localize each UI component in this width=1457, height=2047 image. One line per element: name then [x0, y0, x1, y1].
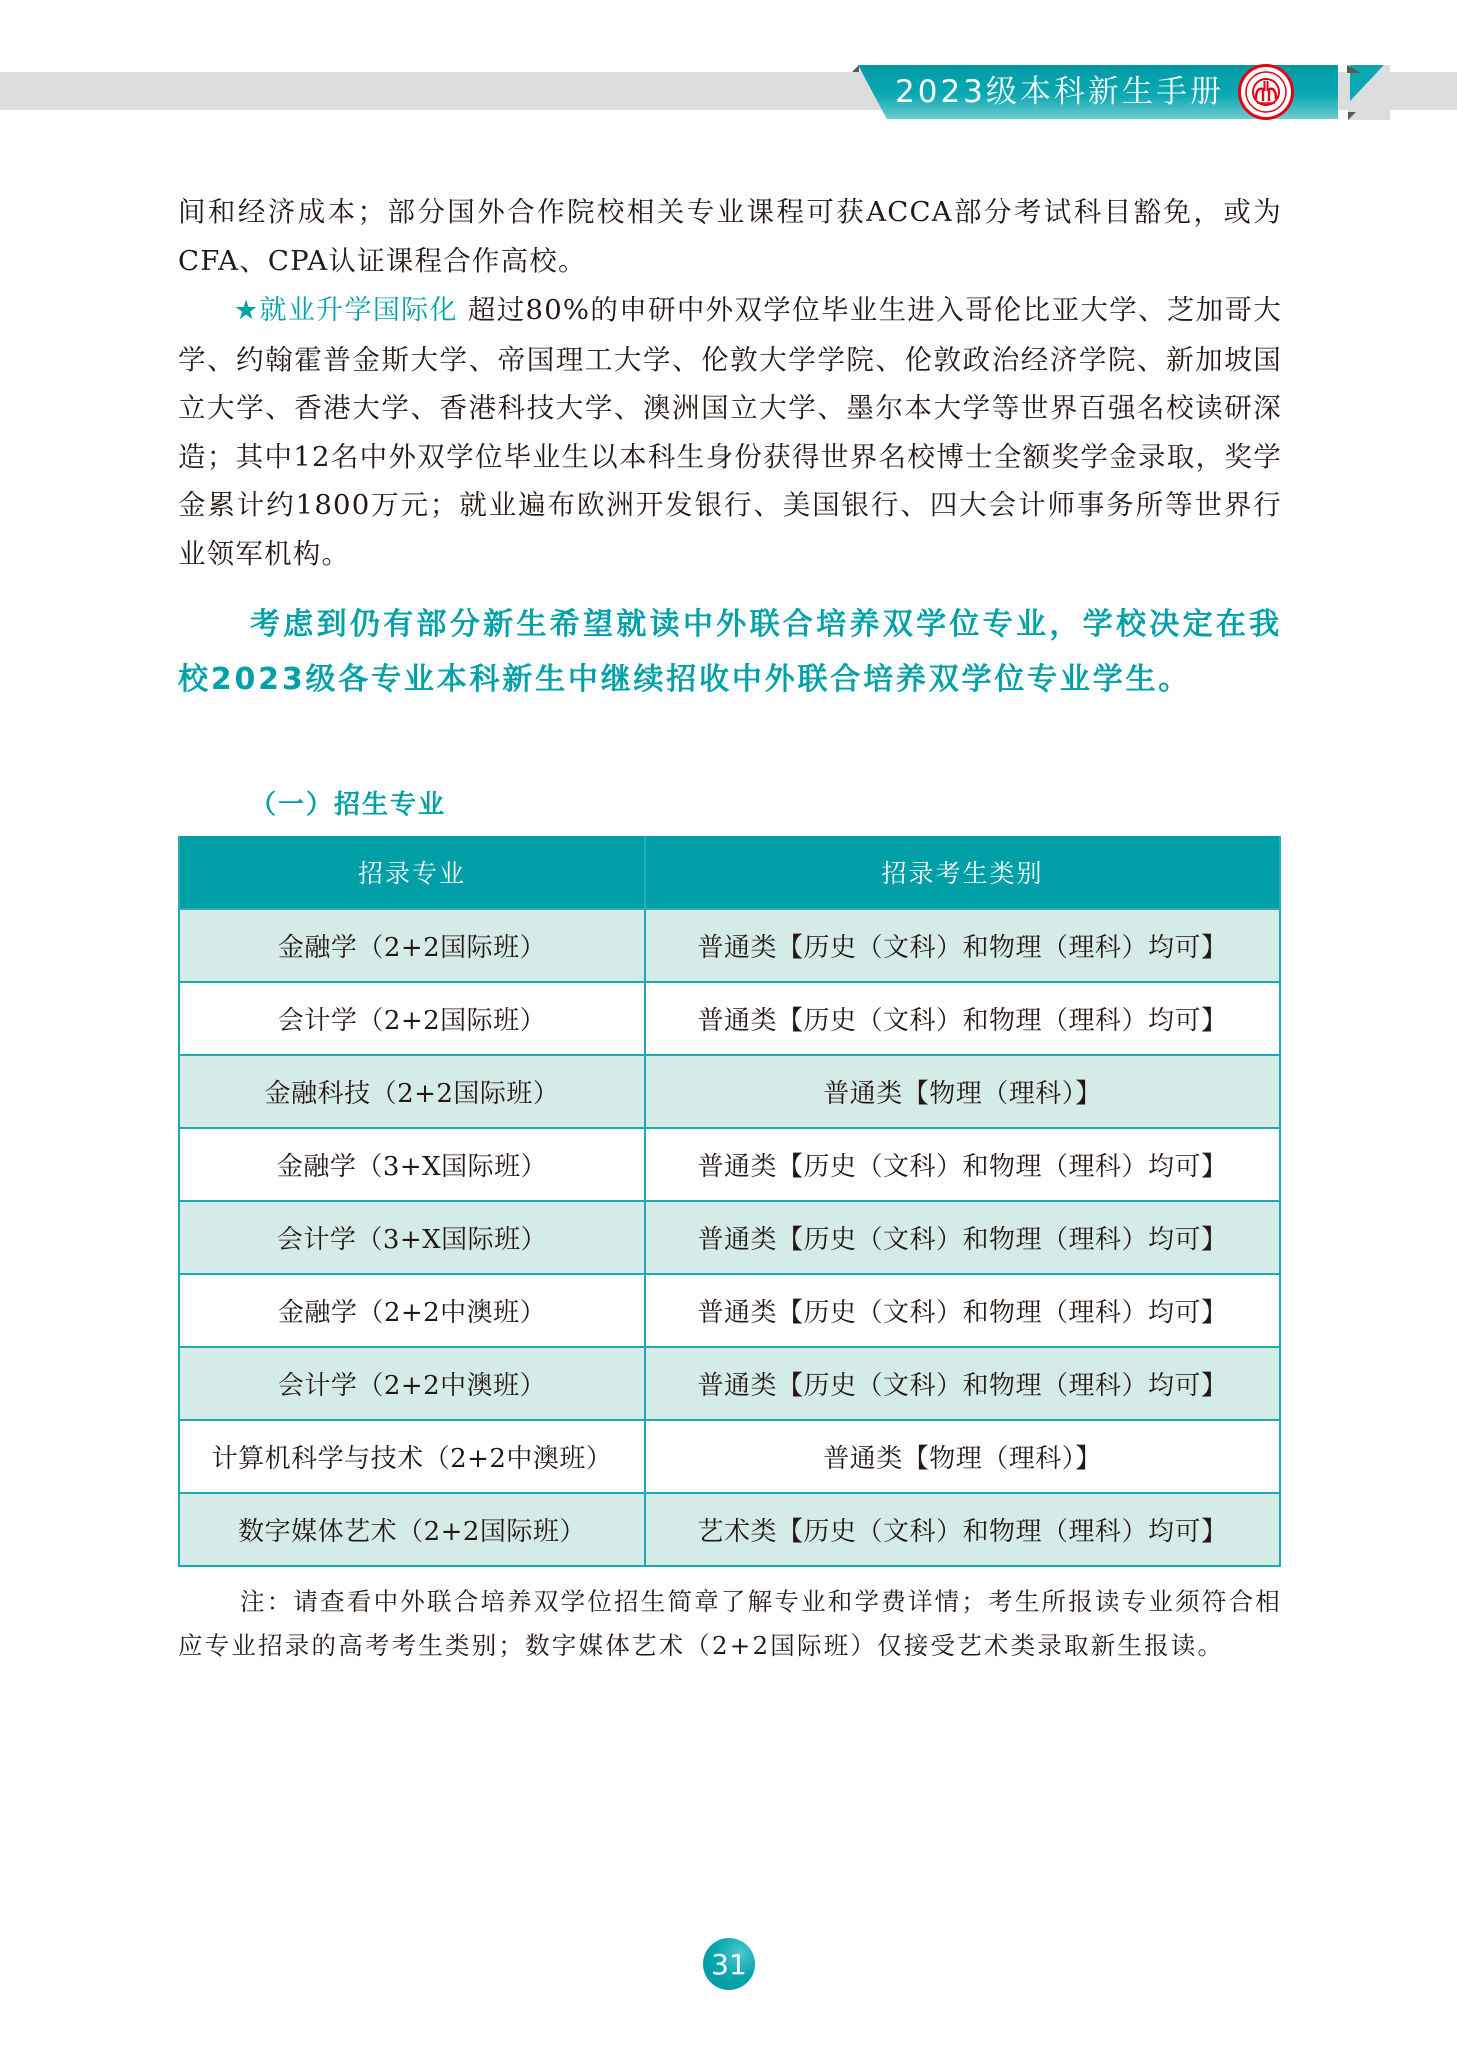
category-cell: 普通类【历史（文科）和物理（理科）均可】	[645, 1274, 1280, 1347]
major-cell: 会计学（2+2国际班）	[179, 982, 645, 1055]
table-row	[179, 1493, 1280, 1566]
table-row	[179, 1128, 1280, 1201]
table-note: 注：请查看中外联合培养双学位招生简章了解专业和学费详情；考生所报读专业须符合相应专业招录的高考考生类别；数字媒体艺术（2+2国际班）仅接受艺术类录取新生报读。	[178, 1587, 1282, 1660]
category-cell: 普通类【历史（文科）和物理（理科）均可】	[645, 1201, 1280, 1274]
major-cell: 金融学（2+2中澳班）	[179, 1274, 645, 1347]
table-row	[179, 982, 1280, 1055]
category-cell: 普通类【历史（文科）和物理（理科）均可】	[645, 982, 1280, 1055]
table-row	[179, 1055, 1280, 1128]
table-header-row	[179, 836, 1280, 909]
column-header-major: 招录专业	[179, 836, 645, 909]
category-cell: 普通类【物理（理科）】	[645, 1055, 1280, 1128]
major-cell: 金融学（3+X国际班）	[179, 1128, 645, 1201]
category-cell: 普通类【历史（文科）和物理（理科）均可】	[645, 1347, 1280, 1420]
table-row	[179, 1347, 1280, 1420]
ribbon-fold-right-bottom	[1348, 112, 1356, 120]
category-cell: 普通类【物理（理科）】	[645, 1420, 1280, 1493]
ribbon-fold-right-top	[1347, 65, 1361, 73]
major-cell: 会计学（3+X国际班）	[179, 1201, 645, 1274]
employment-heading: ★就业升学国际化	[234, 295, 458, 326]
major-cell: 计算机科学与技术（2+2中澳班）	[179, 1420, 645, 1493]
majors-table	[178, 836, 1281, 1567]
university-seal-icon	[1238, 64, 1294, 120]
major-cell: 会计学（2+2中澳班）	[179, 1347, 645, 1420]
major-cell: 数字媒体艺术（2+2国际班）	[179, 1493, 645, 1566]
section-subheading: （一）招生专业	[250, 790, 447, 820]
highlight-paragraph: 考虑到仍有部分新生希望就读中外联合培养双学位专业，学校决定在我校2023级各专业本科新生中继续招收中外联合培养双学位专业学生。	[178, 607, 1282, 697]
table-row	[179, 909, 1280, 982]
table-row	[179, 1420, 1280, 1493]
intro-paragraph: 间和经济成本；部分国外合作院校相关专业课程可获ACCA部分考试科目豁免，或为CFA、CPA认证课程合作高校。	[178, 196, 1282, 277]
table-row	[179, 1274, 1280, 1347]
employment-text: 超过80%的申研中外双学位毕业生进入哥伦比亚大学、芝加哥大学、约翰霍普金斯大学、帝国理工大学、伦敦大学学院、伦敦政治经济学院、新加坡国立大学、香港大学、香港科技大学、澳洲国立大学、墨尔本大学等世界百强名校读研深造；其中12名中外双学位毕业生以本科生身份获得世界名校博士全额奖学金录取，奖学金累计约1800万元；就业遍布欧洲开发银行、美国银行、四大会计师事务所等世界行业领军机构。	[178, 294, 1282, 570]
category-cell: 普通类【历史（文科）和物理（理科）均可】	[645, 1128, 1280, 1201]
category-cell: 艺术类【历史（文科）和物理（理科）均可】	[645, 1493, 1280, 1566]
major-cell: 金融科技（2+2国际班）	[179, 1055, 645, 1128]
handbook-title: 2023级本科新生手册	[895, 74, 1224, 110]
ribbon-fold-left	[852, 65, 859, 72]
major-cell: 金融学（2+2国际班）	[179, 909, 645, 982]
seal-emblem-icon	[1243, 69, 1289, 115]
page-number-badge: 31	[703, 1938, 755, 1990]
category-cell: 普通类【历史（文科）和物理（理科）均可】	[645, 909, 1280, 982]
table-row	[179, 1201, 1280, 1274]
column-header-category: 招录考生类别	[645, 836, 1280, 909]
employment-section	[178, 286, 1282, 578]
